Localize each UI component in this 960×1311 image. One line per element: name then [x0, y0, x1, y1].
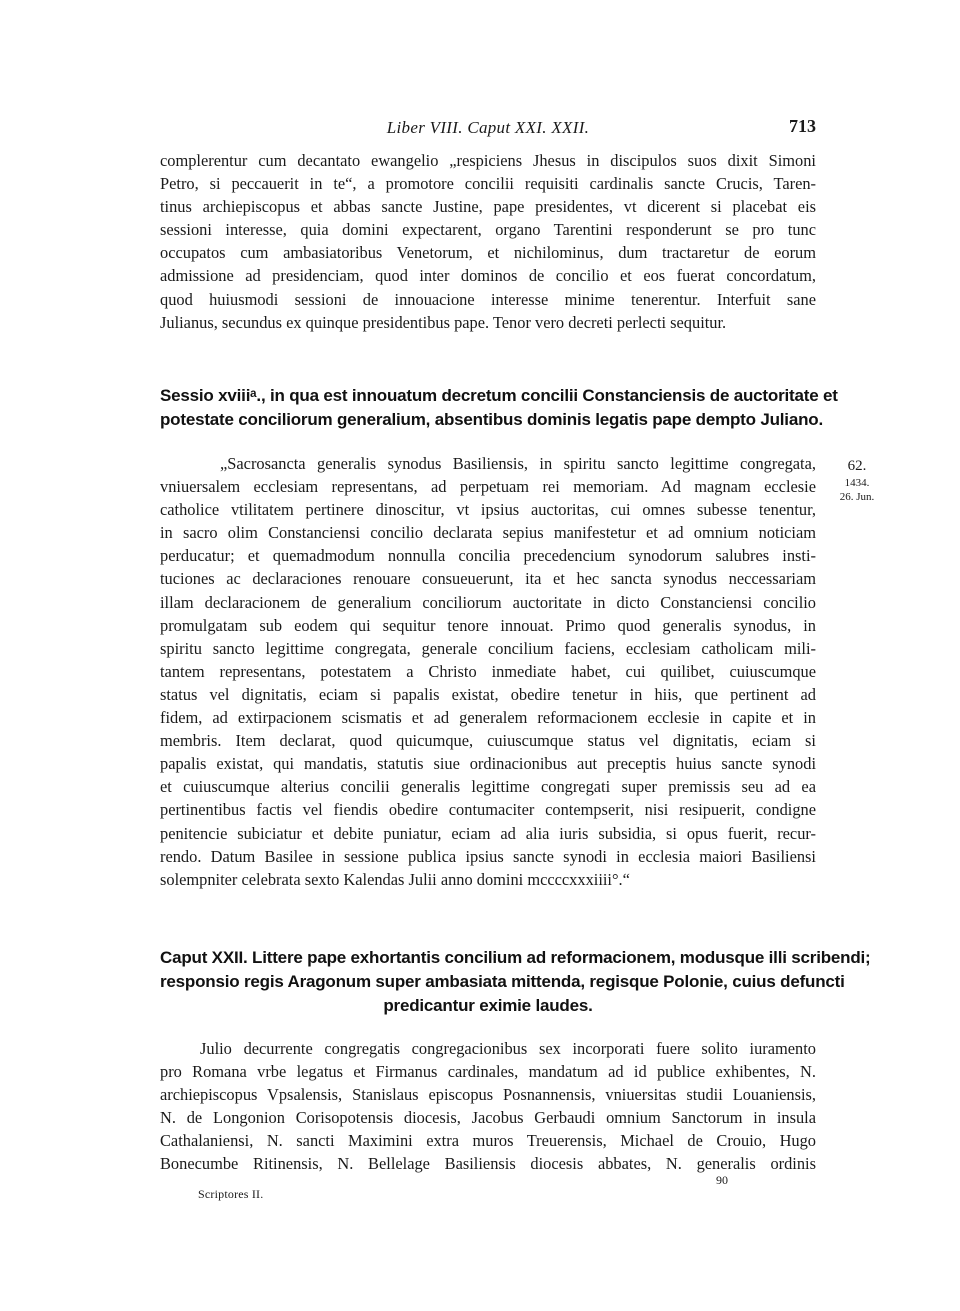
- running-head: [160, 118, 816, 144]
- text-line: perducatur; et quemadmodum nonnulla concilia precedencium synodorum salubres insti-: [160, 546, 816, 566]
- running-title: Liber VIII. Caput XXI. XXII.: [386, 118, 590, 137]
- margin-note-number: 62.: [847, 458, 867, 474]
- text-line: tuciones ac declaraciones renouare consueuerunt, ita et hec sancta synodus neccessariam: [160, 569, 816, 589]
- text-line: Julianus, secundus ex quinque presidentibus pape. Tenor vero decreti perlecti sequitur.: [160, 312, 727, 332]
- signature-mark: 90: [716, 1173, 728, 1187]
- text-line: spiritu sancto legittime congregata, generale concilium faciens, ecclesiam catholicam mili-: [160, 638, 816, 658]
- paragraph-2: [160, 1037, 816, 1176]
- text-line: in sacro olim Constanciensi concilio declarata sepius manifestetur et ad omnium noticiam: [160, 523, 816, 543]
- text-line: tinus archiepiscopus et abbas sancte Justine, pape presidentes, vt dicerent si placebat eis: [160, 197, 816, 217]
- text-line: sessioni interesse, quia domini expectarent, organo Tarentini responderunt se pro tunc: [160, 220, 816, 240]
- session-heading: [160, 384, 838, 432]
- text-line: illam declaracionem de generalium conciliorum auctoritate in dicto Constanciensi concilio: [160, 592, 816, 612]
- text-line: admissione ad presidenciam, quod inter dominos de concilio et eos fuerat concordatum,: [160, 266, 816, 286]
- text-line: membris. Item declarat, quod quicumque, cuiuscumque status vel dignitatis, eciam si: [160, 731, 816, 751]
- text-line: „Sacrosancta generalis synodus Basiliensis, in spiritu sancto legittime congregata,: [220, 454, 816, 473]
- text-line: rendo. Datum Basilee in sessione publica ipsius sancte synodi in ecclesia maiori Basiliensi: [160, 846, 816, 866]
- text-line: N. de Longonion Corisopotensis diocesis, Jacobus Gerbaudi omnium Sanctorum in insula: [160, 1108, 816, 1128]
- text-line: solempniter celebrata sexto Kalendas Julii anno domini mccccxxxiiii°.“: [160, 869, 630, 889]
- text-line: fidem, ad extirpacionem scismatis et ad generalem reformacionem ecclesie in capite et in: [160, 708, 816, 728]
- text-line: status vel dignitatis, eciam si papalis existat, obedire tenetur in hiis, que pertinent ad: [160, 684, 816, 704]
- text-line: Julio decurrente congregatis congregacionibus sex incorporati fuere solito iuramento: [200, 1039, 816, 1058]
- page-number: 713: [789, 116, 816, 136]
- heading-line: Sessio xviiiᵃ., in qua est innouatum decretum concilii Constanciensis de auctoritate et: [160, 386, 838, 405]
- heading-line: responsio regis Aragonum super ambasiata mittenda, regisque Polonie, cuius defuncti: [160, 972, 845, 991]
- text-line: penitencie subiciatur et debite puniatur, eciam ad alia iuris subsidia, si opus fuerit, recur-: [160, 823, 816, 843]
- text-line: pro Romana vrbe legatus et Firmanus cardinales, mandatum ad id publice exhibentes, N.: [160, 1062, 816, 1082]
- chapter-heading: [160, 946, 871, 1018]
- text-line: complerentur cum decantato ewangelio „respiciens Jhesus in discipulos suos dixit Simoni: [160, 151, 816, 170]
- text-line: occupatos cum ambasiatoribus Venetorum, et nichilominus, dum tractaretur de eorum: [160, 243, 816, 263]
- text-line: quod huiusmodi sessioni de innouacione interesse minime tenerentur. Interfuit sane: [160, 289, 816, 309]
- text-line: pertinentibus factis vel fiendis obedire contumaciter contempserit, nisi resipuerit, condigne: [160, 800, 816, 820]
- series-footer: Scriptores II.: [198, 1187, 264, 1201]
- text-line: archiepiscopus Vpsalensis, Stanislaus episcopus Posnannensis, vniuersitas studii Louaniensis,: [160, 1085, 816, 1105]
- text-line: tantem representans, potestatem a Christo inmediate habet, cui quilibet, cuiuscumque: [160, 661, 816, 681]
- heading-line: Caput XXII. Littere pape exhortantis concilium ad reformacionem, modusque illi scribendi;: [160, 948, 871, 967]
- text-line: promulgatam sub eodem qui sequitur tenore innouat. Primo quod generalis synodus, in: [160, 615, 816, 635]
- paragraph-1: [160, 149, 816, 334]
- text-line: Petro, si peccauerit in te“, a promotore concilii requisiti cardinalis sancte Crucis, Taren-: [160, 174, 816, 194]
- text-line: vniuersalem ecclesiam representans, ad perpetuam rei memoriam. Ad magnam ecclesie: [160, 477, 816, 497]
- decree-text: [160, 452, 816, 891]
- margin-note: [832, 456, 882, 504]
- margin-note-date: 26. Jun.: [839, 491, 875, 503]
- text-line: Cathalaniensi, N. sancti Maximini extra muros Treuerensis, Michael de Crouio, Hugo: [160, 1131, 816, 1151]
- text-line: et cuiuscumque alterius concilii generalis legittime congregati super premissis seu ad ea: [160, 777, 816, 797]
- text-line: papalis existat, qui mandatis, statutis siue ordinacionibus aut preceptis huius sancte synodi: [160, 754, 816, 774]
- text-line: Bonecumbe Ritinensis, N. Bellelage Basiliensis diocesis abbates, N. generalis ordinis: [160, 1154, 816, 1174]
- margin-note-year: 1434.: [844, 477, 870, 489]
- heading-line: predicantur eximie laudes.: [383, 996, 593, 1015]
- text-line: catholice vtilitatem pertinere dinoscitur, vt ipsius auctoritas, cui omnes subesse tenentur,: [160, 500, 816, 520]
- heading-line: potestate conciliorum generalium, absentibus dominis legatis pape dempto Juliano.: [160, 410, 823, 429]
